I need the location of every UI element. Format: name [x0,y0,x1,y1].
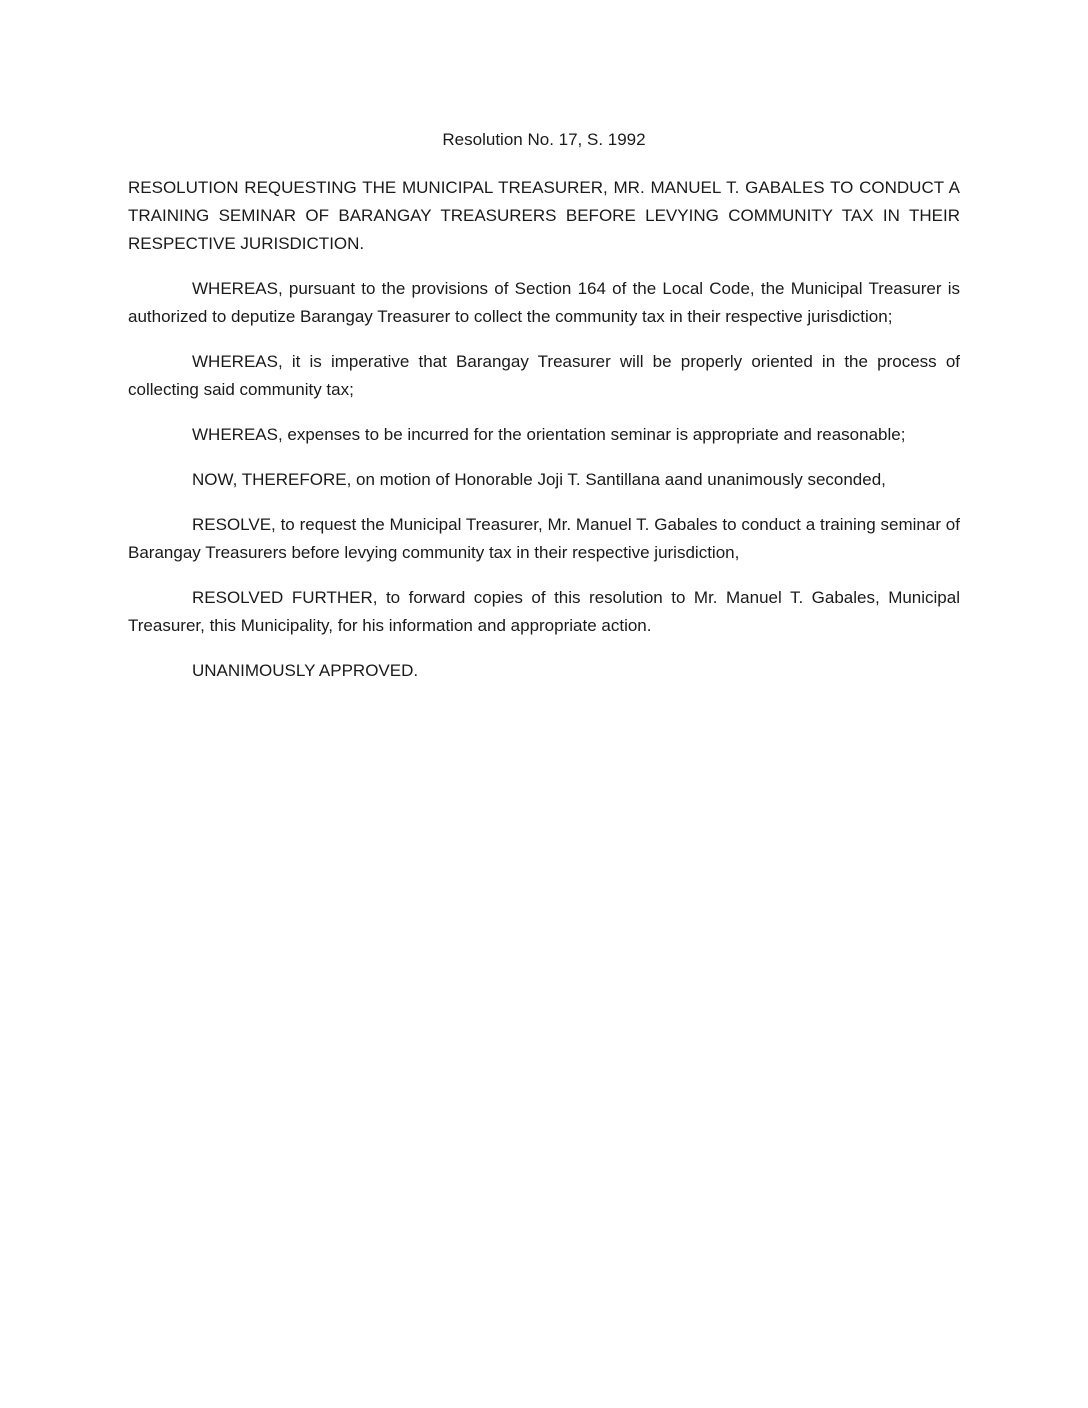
now-therefore-paragraph: NOW, THEREFORE, on motion of Honorable Joji T. Santillana aand unanimously seconded, [192,470,886,489]
document-page [128,126,960,685]
resolve-paragraph: RESOLVE, to request the Municipal Treasurer, Mr. Manuel T. Gabales to conduct a training seminar of Barangay Treasurers before levying community tax in their respective jurisdiction, [128,515,960,562]
approval-statement: UNANIMOUSLY APPROVED. [192,661,419,680]
whereas-paragraph-1: WHEREAS, pursuant to the provisions of Section 164 of the Local Code, the Municipal Treasurer is authorized to deputize Barangay Treasurer to collect the community tax in their respective jurisdiction; [128,279,960,326]
resolution-heading: RESOLUTION REQUESTING THE MUNICIPAL TREASURER, MR. MANUEL T. GABALES TO CONDUCT A TRAINING SEMINAR OF BARANGAY TREASURERS BEFORE LEVYING COMMUNITY TAX IN THEIR RESPECTIVE JURISDICTION. [128,178,960,253]
whereas-paragraph-2: WHEREAS, it is imperative that Barangay Treasurer will be properly oriented in the process of collecting said community tax; [128,352,960,399]
resolved-further-paragraph: RESOLVED FURTHER, to forward copies of this resolution to Mr. Manuel T. Gabales, Municipal Treasurer, this Municipality, for his information and appropriate action. [128,588,960,635]
whereas-paragraph-3: WHEREAS, expenses to be incurred for the orientation seminar is appropriate and reasonable; [192,425,906,444]
resolution-title: Resolution No. 17, S. 1992 [442,130,646,149]
